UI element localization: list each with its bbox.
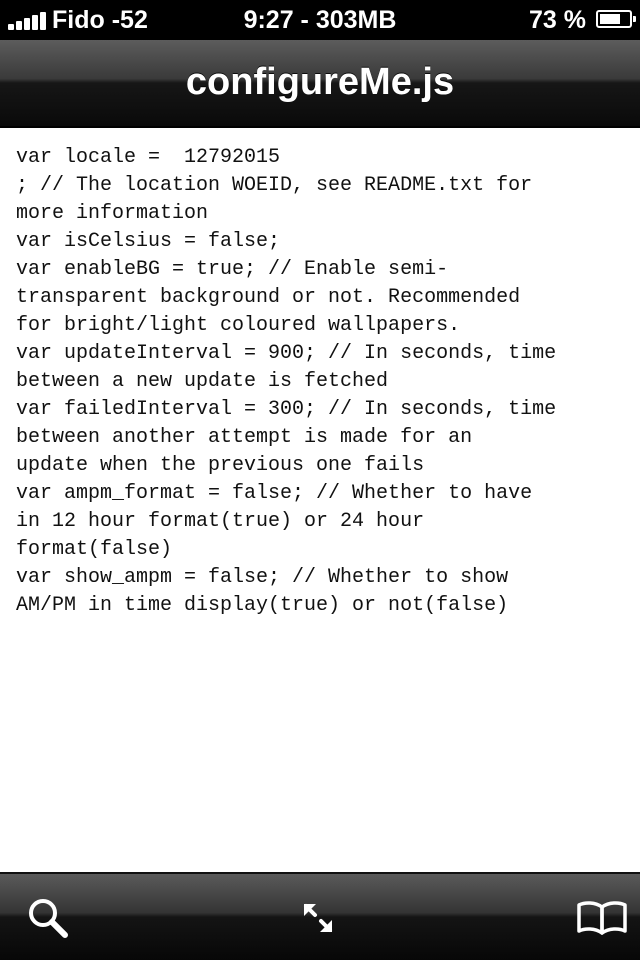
carrier-name: Fido (52, 6, 105, 34)
title-bar (0, 40, 640, 128)
battery-percent: 73 % (529, 6, 586, 34)
file-content: var locale = 12792015 ; // The location WOEID, see README.txt for more information var isCelsius = false; var enableBG = true; // Enable semi- transparent background or not. Recommended for bright/light coloured wallpapers. var updateInterval = 900; // In seconds, time between a new update is fetched var failedInterval = 300; // In seconds, time between another attempt is made for an update when the previous one fails var ampm_format = false; // Whether to have in 12 hour format(true) or 24 hour format(false) var show_ampm = false; // Whether to show AM/PM in time display(true) or not(false) (16, 146, 557, 617)
clock: 9:27 - 303MB (243, 6, 397, 34)
status-bar (0, 0, 640, 40)
bottom-toolbar (0, 872, 640, 960)
search-icon (26, 896, 70, 940)
fullscreen-button[interactable] (288, 888, 348, 948)
battery-fill (600, 14, 620, 24)
battery-icon (596, 10, 632, 28)
memory-usage: 303MB (315, 6, 397, 34)
page-title: configureMe.js (185, 61, 455, 103)
search-button[interactable] (18, 888, 78, 948)
fullscreen-icon (301, 901, 335, 935)
book-icon (576, 900, 628, 936)
signal-strength: -52 (111, 6, 148, 34)
file-viewer[interactable] (0, 128, 640, 872)
time: 9:27 (243, 6, 294, 34)
bookmarks-button[interactable] (572, 888, 632, 948)
